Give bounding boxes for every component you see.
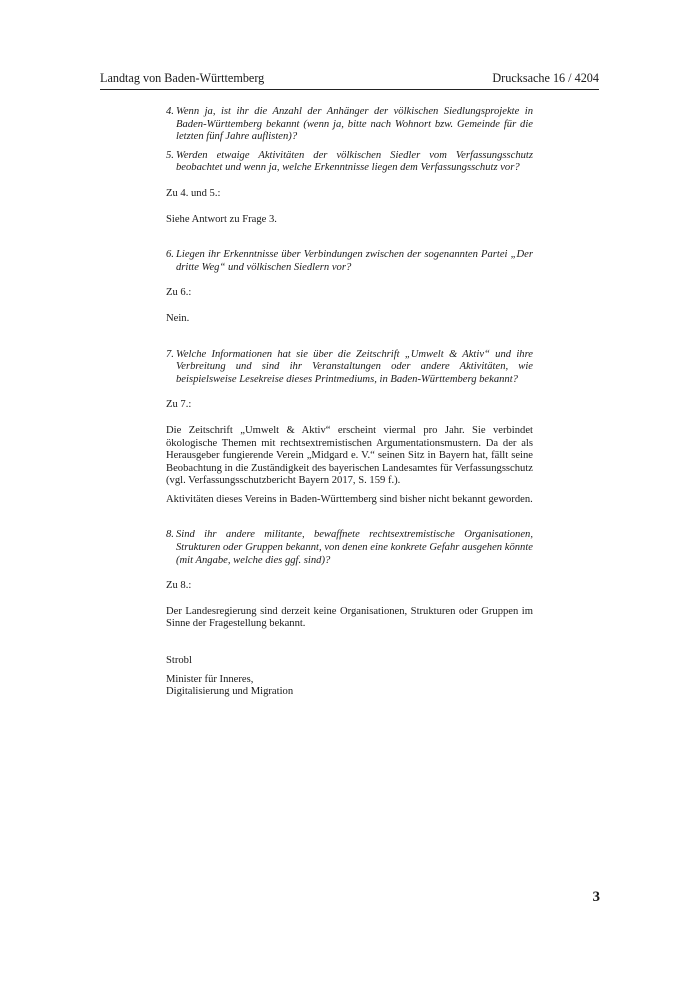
answer-8: Der Landesregierung sind derzeit keine Organisationen, Strukturen oder Gruppen im Sinne der Fragestellung bekannt. <box>166 605 533 630</box>
answer-heading-4-5: Zu 4. und 5.: <box>166 187 221 199</box>
question-number: 7. <box>166 348 174 360</box>
question-text: Wenn ja, ist ihr die Anzahl der Anhänger der völkischen Siedlungsprojekte in Baden-Württemberg bekannt (wenn ja, bitte nach Wohnort bzw. Gemeinde für die letzten fünf Jahre auflisten)? <box>176 106 533 143</box>
answer-heading-6: Zu 6.: <box>166 287 192 299</box>
question-number: 5. <box>166 149 174 161</box>
question-5 <box>166 150 533 175</box>
header-parliament: Landtag von Baden-Württemberg <box>100 71 265 85</box>
signature-title-line-1: Minister für Inneres, <box>166 673 254 685</box>
answer-7-paragraph-2: Aktivitäten dieses Vereins in Baden-Württemberg sind bisher nicht bekannt geworden. <box>166 493 533 505</box>
question-text: Liegen ihr Erkenntnisse über Verbindungen zwischen der sogenannten Partei „Der dritte Weg“ und völkischen Siedlern vor? <box>176 249 533 273</box>
answer-6: Nein. <box>166 312 190 324</box>
answer-heading-8: Zu 8.: <box>166 580 192 592</box>
answer-4-5: Siehe Antwort zu Frage 3. <box>166 213 277 225</box>
question-number: 4. <box>166 106 174 117</box>
question-6 <box>166 249 533 274</box>
question-4 <box>166 106 533 144</box>
question-text: Welche Informationen hat sie über die Zeitschrift „Umwelt & Aktiv“ und ihre Verbreitung und sind ihr Veranstaltungen oder andere Aktivitäten, wie beispielsweise Lesekreise dieses Printmediums, in Baden-Württemberg bekannt? <box>176 348 533 385</box>
question-number: 8. <box>166 529 174 541</box>
answer-heading-7: Zu 7.: <box>166 399 192 411</box>
page-header <box>100 71 599 90</box>
question-text: Sind ihr andere militante, bewaffnete rechtsextremistische Organisationen, Strukturen oder Gruppen bekannt, von denen eine konkrete Gefahr ausgehen könnte (mit Angabe, welche dies ggf. sind)? <box>176 529 533 566</box>
document-body <box>166 106 533 699</box>
question-8 <box>166 529 533 567</box>
header-document-number: Drucksache 16 / 4204 <box>492 71 599 85</box>
page-number: 3 <box>592 889 600 905</box>
signature-title-line-2: Digitalisierung und Migration <box>166 686 294 698</box>
question-number: 6. <box>166 249 174 261</box>
question-text: Werden etwaige Aktivitäten der völkischen Siedler vom Verfassungsschutz beobachtet und wenn ja, welche Erkenntnisse liegen dem Verfassungsschutz vor? <box>176 149 533 174</box>
signature-name: Strobl <box>166 655 192 667</box>
question-7 <box>166 349 533 387</box>
answer-7-paragraph-1: Die Zeitschrift „Umwelt & Aktiv“ erscheint viermal pro Jahr. Sie verbindet ökologische Themen mit rechtsextremistischen Argumentationsmustern. Da der als Herausgeber fungierende Verein „Midgard e. V.“ seinen Sitz in Bayern hat, fällt seine Beobachtung in die Zuständigkeit des bayerischen Landesamtes für Verfassungsschutz (vgl. Verfassungsschutzbericht Bayern 2017, S. 159 f.). <box>166 424 533 487</box>
